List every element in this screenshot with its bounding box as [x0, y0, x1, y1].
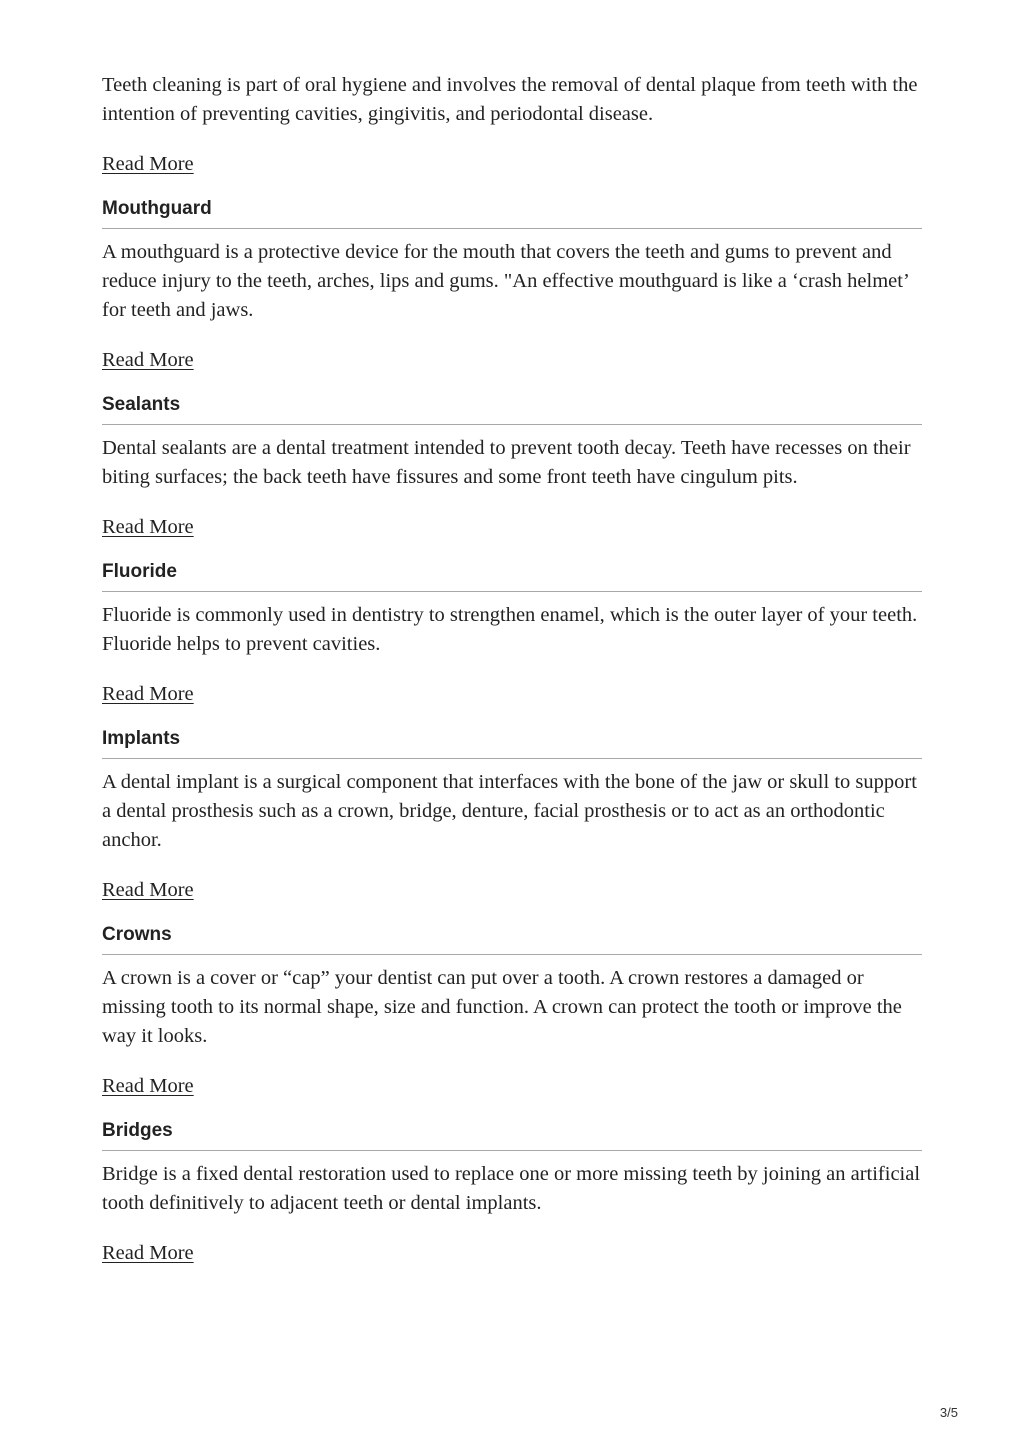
section-title-crowns: Crowns	[102, 923, 922, 955]
section-title-sealants: Sealants	[102, 393, 922, 425]
section-crowns	[102, 923, 922, 1101]
section-sealants	[102, 393, 922, 542]
read-more-link-implants[interactable]: Read More	[102, 879, 194, 901]
section-text-implants: A dental implant is a surgical component that interfaces with the bone of the jaw or skull to support a dental prosthesis such as a crown, bridge, denture, facial prosthesis or to act as an orthodontic anchor.	[102, 771, 917, 851]
section-bridges	[102, 1119, 922, 1268]
section-text-crowns: A crown is a cover or “cap” your dentist can put over a tooth. A crown restores a damaged or missing tooth to its normal shape, size and function. A crown can protect the tooth or improve the way it looks.	[102, 967, 902, 1047]
intro-paragraph: Teeth cleaning is part of oral hygiene and involves the removal of dental plaque from teeth with the intention of preventing cavities, gingivitis, and periodontal disease.	[102, 74, 918, 125]
section-text-mouthguard: A mouthguard is a protective device for the mouth that covers the teeth and gums to prevent and reduce injury to the teeth, arches, lips and gums. "An effective mouthguard is like a ‘crash helmet’ for teeth and jaws.	[102, 241, 909, 321]
read-more-link-mouthguard[interactable]: Read More	[102, 349, 194, 371]
section-title-bridges: Bridges	[102, 1119, 922, 1151]
section-text-sealants: Dental sealants are a dental treatment intended to prevent tooth decay. Teeth have recesses on their biting surfaces; the back teeth have fissures and some front teeth have cingulum pits.	[102, 437, 911, 488]
page-number: 3/5	[939, 1405, 958, 1420]
intro-block	[102, 71, 922, 179]
page-content	[102, 71, 922, 1268]
read-more-link-fluoride[interactable]: Read More	[102, 683, 194, 705]
section-title-implants: Implants	[102, 727, 922, 759]
read-more-link-intro[interactable]: Read More	[102, 153, 194, 175]
section-title-fluoride: Fluoride	[102, 560, 922, 592]
read-more-link-sealants[interactable]: Read More	[102, 516, 194, 538]
section-mouthguard	[102, 197, 922, 375]
read-more-link-crowns[interactable]: Read More	[102, 1075, 194, 1097]
section-text-bridges: Bridge is a fixed dental restoration used to replace one or more missing teeth by joining an artificial tooth definitively to adjacent teeth or dental implants.	[102, 1163, 921, 1214]
section-text-fluoride: Fluoride is commonly used in dentistry to strengthen enamel, which is the outer layer of your teeth. Fluoride helps to prevent cavities.	[102, 604, 918, 655]
section-fluoride	[102, 560, 922, 709]
section-implants	[102, 727, 922, 905]
section-title-mouthguard: Mouthguard	[102, 197, 922, 229]
read-more-link-bridges[interactable]: Read More	[102, 1242, 194, 1264]
